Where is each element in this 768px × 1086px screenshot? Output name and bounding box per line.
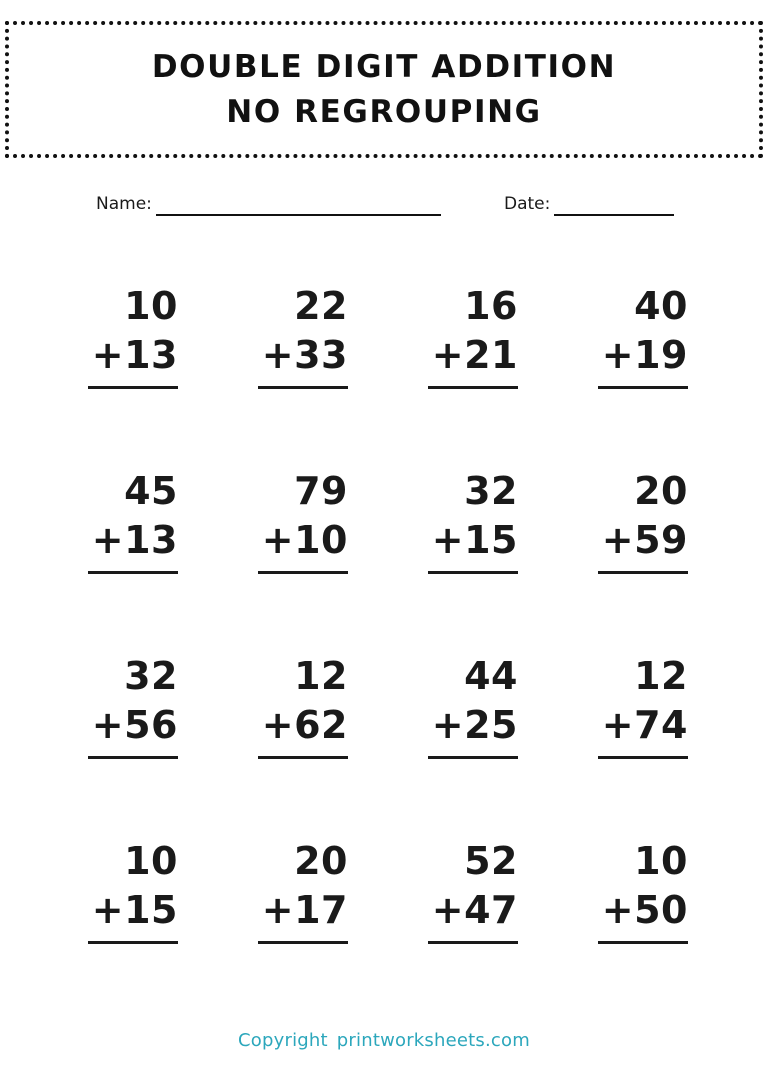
addend-bottom: +10: [261, 517, 348, 562]
addend-bottom: +74: [601, 702, 688, 747]
addend-top: 10: [124, 839, 178, 883]
addend-top: 79: [294, 469, 348, 513]
addend-bottom: +33: [261, 332, 348, 377]
copyright-label: Copyright: [238, 1030, 328, 1051]
name-input-line[interactable]: [156, 213, 441, 216]
answer-line[interactable]: [258, 386, 348, 389]
addition-problem: [428, 837, 518, 1022]
answer-line[interactable]: [428, 386, 518, 389]
addend-top: 16: [464, 284, 518, 328]
problem-row: [88, 467, 688, 652]
addend-top: 32: [124, 654, 178, 698]
answer-line[interactable]: [598, 386, 688, 389]
addend-bottom: +17: [261, 887, 348, 932]
answer-line[interactable]: [258, 571, 348, 574]
addend-top: 10: [634, 839, 688, 883]
addition-problem: [88, 467, 178, 652]
site-link[interactable]: printworksheets.com: [336, 1030, 530, 1051]
addend-bottom: +50: [601, 887, 688, 932]
date-input-line[interactable]: [554, 213, 674, 216]
name-field-group: [96, 186, 441, 216]
addend-top: 45: [124, 469, 178, 513]
answer-line[interactable]: [88, 571, 178, 574]
answer-line[interactable]: [428, 756, 518, 759]
page-title-line-2: NO REGROUPING: [226, 93, 542, 130]
addend-bottom: +62: [261, 702, 348, 747]
answer-line[interactable]: [598, 756, 688, 759]
addend-bottom: +47: [431, 887, 518, 932]
addend-bottom: +59: [601, 517, 688, 562]
addend-top: 20: [634, 469, 688, 513]
name-label: Name:: [96, 194, 152, 214]
answer-line[interactable]: [88, 941, 178, 944]
answer-line[interactable]: [428, 941, 518, 944]
addend-top: 32: [464, 469, 518, 513]
addend-top: 20: [294, 839, 348, 883]
addition-problem: [428, 652, 518, 837]
problem-row: [88, 282, 688, 467]
addend-top: 12: [634, 654, 688, 698]
addition-problem: [598, 282, 688, 467]
answer-line[interactable]: [88, 386, 178, 389]
student-info-row: [0, 186, 768, 216]
addend-top: 52: [464, 839, 518, 883]
addend-bottom: +13: [91, 332, 178, 377]
addend-top: 40: [634, 284, 688, 328]
addition-problem: [428, 282, 518, 467]
addend-top: 12: [294, 654, 348, 698]
addition-problem: [88, 837, 178, 1022]
date-field-group: [504, 186, 674, 216]
addition-problem: [598, 837, 688, 1022]
problem-row: [88, 652, 688, 837]
answer-line[interactable]: [598, 941, 688, 944]
addition-problem: [258, 837, 348, 1022]
footer-copyright: [0, 1030, 768, 1051]
answer-line[interactable]: [258, 941, 348, 944]
answer-line[interactable]: [598, 571, 688, 574]
addend-bottom: +13: [91, 517, 178, 562]
problem-grid: [88, 282, 688, 1022]
answer-line[interactable]: [258, 756, 348, 759]
addend-bottom: +15: [431, 517, 518, 562]
addition-problem: [598, 652, 688, 837]
addend-top: 44: [464, 654, 518, 698]
addition-problem: [258, 652, 348, 837]
addend-bottom: +21: [431, 332, 518, 377]
addition-problem: [258, 467, 348, 652]
addend-bottom: +19: [601, 332, 688, 377]
answer-line[interactable]: [428, 571, 518, 574]
addition-problem: [88, 652, 178, 837]
addend-top: 10: [124, 284, 178, 328]
addend-bottom: +25: [431, 702, 518, 747]
problem-row: [88, 837, 688, 1022]
addend-bottom: +15: [91, 887, 178, 932]
page-title-line-1: DOUBLE DIGIT ADDITION: [151, 49, 617, 86]
addition-problem: [88, 282, 178, 467]
worksheet-title-box: [5, 21, 763, 158]
addition-problem: [428, 467, 518, 652]
addend-bottom: +56: [91, 702, 178, 747]
date-label: Date:: [504, 194, 551, 214]
addition-problem: [598, 467, 688, 652]
addition-problem: [258, 282, 348, 467]
addend-top: 22: [294, 284, 348, 328]
answer-line[interactable]: [88, 756, 178, 759]
